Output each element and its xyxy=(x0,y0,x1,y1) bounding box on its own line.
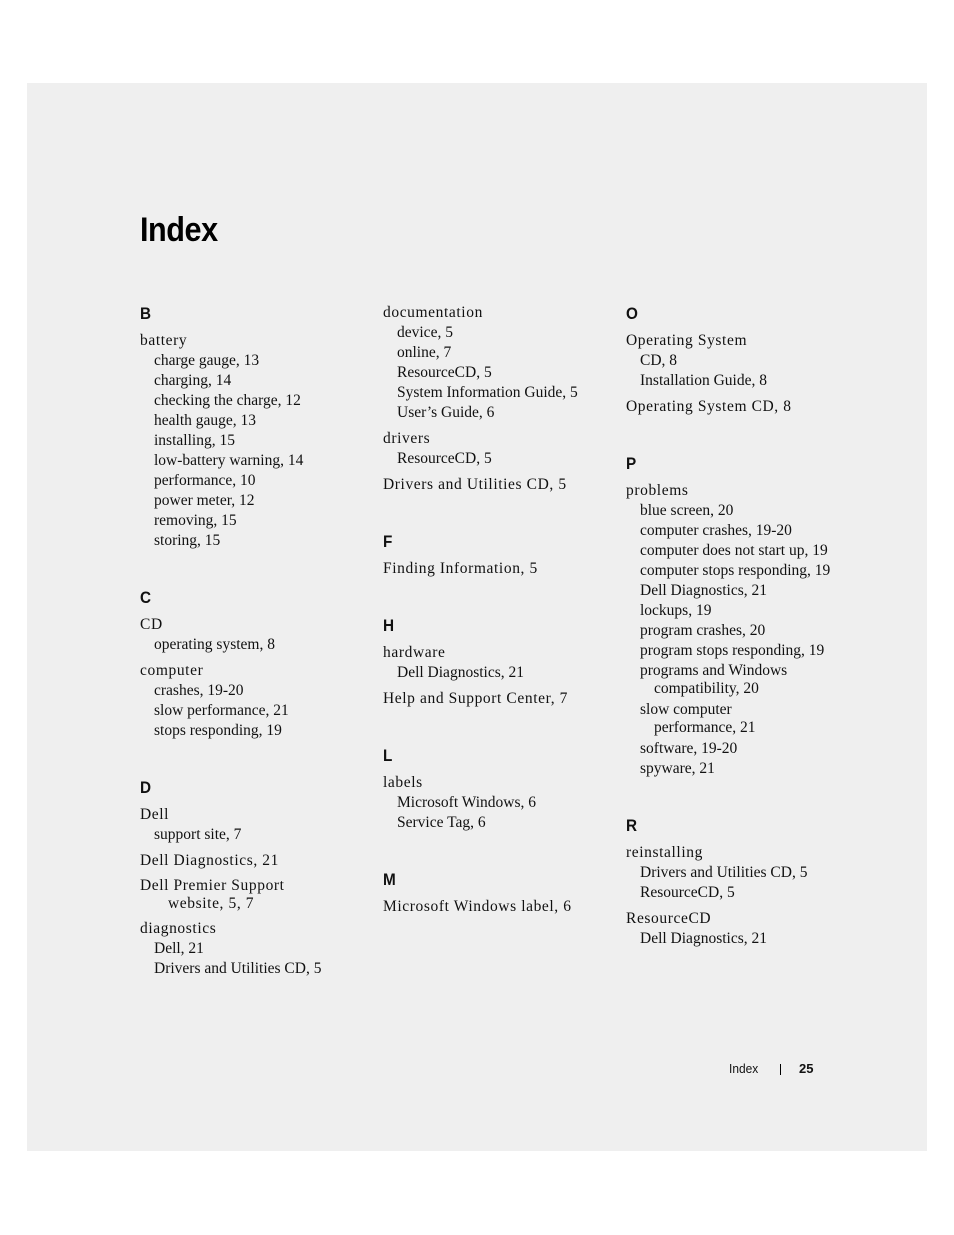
index-subentry: Dell Diagnostics, 21 xyxy=(640,930,767,947)
index-subentry: CD, 8 xyxy=(640,352,678,369)
section-letter-d: D xyxy=(140,778,152,797)
index-subentry-continuation: compatibility, 20 xyxy=(654,680,759,697)
index-subentry: ResourceCD, 5 xyxy=(397,450,492,467)
index-entry: Microsoft Windows label, 6 xyxy=(383,898,572,915)
index-subentry: computer does not start up, 19 xyxy=(640,542,828,559)
index-subentry: removing, 15 xyxy=(154,512,237,529)
index-subentry: program stops responding, 19 xyxy=(640,642,825,659)
index-entry: Finding Information, 5 xyxy=(383,560,538,577)
footer-divider xyxy=(780,1064,781,1075)
index-subentry: slow computer xyxy=(640,701,732,718)
index-subentry: Drivers and Utilities CD, 5 xyxy=(640,864,808,881)
index-entry: Help and Support Center, 7 xyxy=(383,690,569,707)
index-column-1 xyxy=(140,303,375,979)
index-subentry: blue screen, 20 xyxy=(640,502,734,519)
index-subentry: charging, 14 xyxy=(154,372,232,389)
page-footer xyxy=(729,1061,814,1076)
index-subentry: software, 19-20 xyxy=(640,740,738,757)
footer-label: Index xyxy=(729,1061,759,1076)
index-subentry: stops responding, 19 xyxy=(154,722,282,739)
index-subentry: performance, 10 xyxy=(154,472,256,489)
index-subentry: checking the charge, 12 xyxy=(154,392,301,409)
section-letter-o: O xyxy=(626,304,638,323)
page xyxy=(27,83,927,1151)
section-letter-h: H xyxy=(383,616,395,635)
index-subentry: Installation Guide, 8 xyxy=(640,372,767,389)
index-subentry: spyware, 21 xyxy=(640,760,715,777)
index-subentry: ResourceCD, 5 xyxy=(397,364,492,381)
index-entry: ResourceCD xyxy=(626,910,712,927)
index-subentry: charge gauge, 13 xyxy=(154,352,260,369)
index-subentry: computer crashes, 19-20 xyxy=(640,522,792,539)
index-entry: Drivers and Utilities CD, 5 xyxy=(383,476,567,493)
index-subentry: online, 7 xyxy=(397,344,452,361)
section-letter-m: M xyxy=(383,870,396,889)
index-entry: problems xyxy=(626,482,689,499)
index-subentry: crashes, 19-20 xyxy=(154,682,244,699)
index-subentry: Dell, 21 xyxy=(154,940,204,957)
index-subentry: Drivers and Utilities CD, 5 xyxy=(154,960,322,977)
index-entry: Dell Diagnostics, 21 xyxy=(140,852,279,869)
index-subentry: device, 5 xyxy=(397,324,453,341)
index-subentry: low-battery warning, 14 xyxy=(154,452,304,469)
page-title: Index xyxy=(140,211,218,249)
index-subentry: User’s Guide, 6 xyxy=(397,404,495,421)
index-subentry: Microsoft Windows, 6 xyxy=(397,794,537,811)
index-entry: reinstalling xyxy=(626,844,703,861)
index-subentry: storing, 15 xyxy=(154,532,221,549)
index-subentry: programs and Windows xyxy=(640,662,788,679)
section-letter-b: B xyxy=(140,304,152,323)
page-number: 25 xyxy=(799,1061,814,1076)
index-entry: CD xyxy=(140,616,163,633)
section-letter-c: C xyxy=(140,588,152,607)
index-entry: battery xyxy=(140,332,188,349)
index-entry: Operating System xyxy=(626,332,748,349)
index-subentry: operating system, 8 xyxy=(154,636,275,653)
index-entry: Operating System CD, 8 xyxy=(626,398,792,415)
index-subentry: program crashes, 20 xyxy=(640,622,766,639)
index-column-2 xyxy=(383,303,618,917)
index-subentry: support site, 7 xyxy=(154,826,242,843)
index-subentry: Dell Diagnostics, 21 xyxy=(397,664,524,681)
index-subentry: installing, 15 xyxy=(154,432,235,449)
index-subentry-continuation: performance, 21 xyxy=(654,719,756,736)
index-entry: hardware xyxy=(383,644,446,661)
section-letter-p: P xyxy=(626,454,637,473)
index-column-3 xyxy=(626,303,861,949)
index-subentry: power meter, 12 xyxy=(154,492,255,509)
index-entry: Dell xyxy=(140,806,170,823)
index-entry: drivers xyxy=(383,430,431,447)
index-subentry: lockups, 19 xyxy=(640,602,712,619)
index-entry: computer xyxy=(140,662,204,679)
index-entry-continuation: website, 5, 7 xyxy=(168,895,255,912)
index-entry: diagnostics xyxy=(140,920,217,937)
index-subentry: health gauge, 13 xyxy=(154,412,257,429)
index-entry: Dell Premier Support xyxy=(140,877,285,894)
index-subentry: computer stops responding, 19 xyxy=(640,562,831,579)
index-subentry: Service Tag, 6 xyxy=(397,814,486,831)
index-entry: documentation xyxy=(383,304,483,321)
index-subentry: System Information Guide, 5 xyxy=(397,384,578,401)
index-subentry: ResourceCD, 5 xyxy=(640,884,735,901)
section-letter-r: R xyxy=(626,816,638,835)
index-subentry: Dell Diagnostics, 21 xyxy=(640,582,767,599)
index-entry: labels xyxy=(383,774,423,791)
section-letter-f: F xyxy=(383,532,393,551)
section-letter-l: L xyxy=(383,746,393,765)
index-subentry: slow performance, 21 xyxy=(154,702,289,719)
